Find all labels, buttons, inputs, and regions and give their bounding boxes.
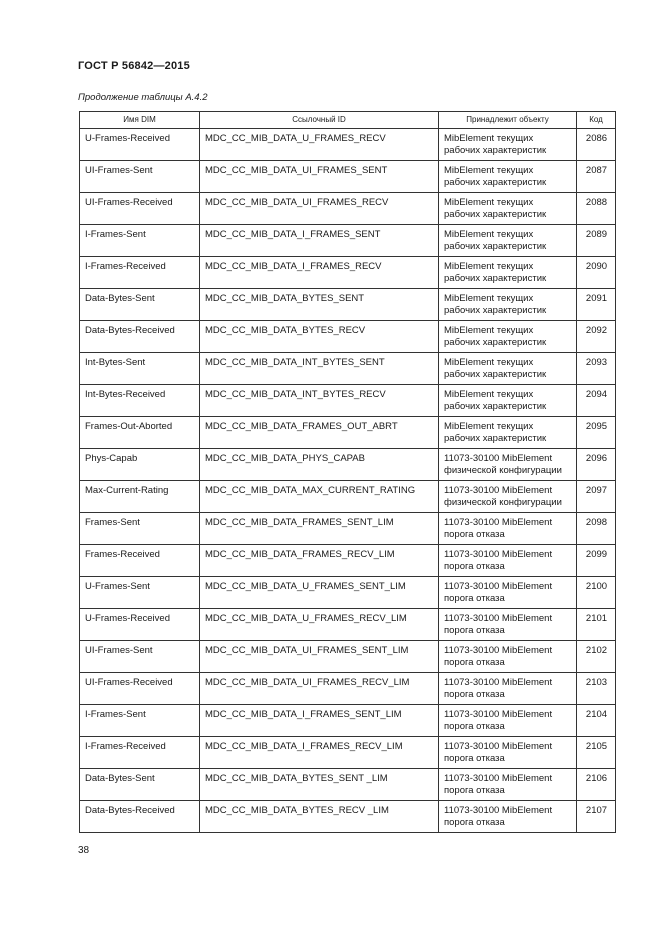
cell-ref-id <box>200 545 439 577</box>
cell-ref-id <box>200 737 439 769</box>
table-row <box>80 705 616 737</box>
cell-code-text: 2103 <box>585 677 608 688</box>
cell-owner-object <box>439 673 577 705</box>
cell-dim-name <box>80 577 200 609</box>
table-row <box>80 769 616 801</box>
table-row <box>80 321 616 353</box>
page-number: 38 <box>78 845 90 856</box>
cell-ref-id <box>200 481 439 513</box>
cell-code <box>577 321 616 353</box>
cell-owner-object <box>439 193 577 225</box>
cell-code <box>577 801 616 833</box>
cell-dim-name <box>80 737 200 769</box>
cell-owner-object <box>439 545 577 577</box>
dim-table <box>79 111 616 833</box>
cell-dim-name <box>80 481 200 513</box>
cell-owner-object <box>439 641 577 673</box>
table-row <box>80 577 616 609</box>
table-row <box>80 673 616 705</box>
cell-code <box>577 289 616 321</box>
cell-owner-object <box>439 449 577 481</box>
cell-ref-id <box>200 193 439 225</box>
cell-owner-object-text: 11073-30100 MibElement <box>444 645 553 656</box>
cell-dim-name <box>80 225 200 257</box>
cell-code <box>577 705 616 737</box>
cell-owner-object <box>439 801 577 833</box>
cell-owner-object-text: 11073-30100 MibElement <box>444 613 553 624</box>
cell-ref-id <box>200 609 439 641</box>
cell-dim-name <box>80 513 200 545</box>
cell-code-text: 2100 <box>585 581 608 592</box>
cell-owner-object-text: рабочих характеристик <box>444 176 547 188</box>
table-row <box>80 513 616 545</box>
cell-ref-id-text: MDC_CC_MIB_DATA_FRAMES_OUT_ABRT <box>205 421 398 432</box>
cell-code <box>577 161 616 193</box>
cell-owner-object-text: MibElement текущих <box>444 357 534 368</box>
cell-owner-object-text: MibElement текущих <box>444 293 534 304</box>
cell-owner-object-text: 11073-30100 MibElement <box>444 453 553 464</box>
table-row <box>80 641 616 673</box>
cell-ref-id-text: MDC_CC_MIB_DATA_UI_FRAMES_RECV <box>205 197 389 208</box>
table-header-row <box>80 112 616 129</box>
cell-dim-name <box>80 417 200 449</box>
cell-dim-name <box>80 385 200 417</box>
cell-ref-id <box>200 257 439 289</box>
table-caption: Продолжение таблицы А.4.2 <box>78 92 208 103</box>
table-row <box>80 801 616 833</box>
table-row <box>80 225 616 257</box>
cell-code-text: 2090 <box>585 261 608 272</box>
cell-ref-id <box>200 801 439 833</box>
cell-dim-name-text: UI-Frames-Sent <box>85 165 153 176</box>
cell-owner-object-text: рабочих характеристик <box>444 400 547 412</box>
cell-dim-name-text: Phys-Capab <box>85 453 138 464</box>
cell-ref-id-text: MDC_CC_MIB_DATA_I_FRAMES_SENT_LIM <box>205 709 402 720</box>
cell-owner-object-text: рабочих характеристик <box>444 272 547 284</box>
cell-code-text: 2104 <box>585 709 608 720</box>
cell-owner-object-text: рабочих характеристик <box>444 304 547 316</box>
cell-dim-name-text: Data-Bytes-Received <box>85 805 175 816</box>
cell-code-text: 2101 <box>585 613 608 624</box>
cell-code-text: 2102 <box>585 645 608 656</box>
document-title: ГОСТ Р 56842—2015 <box>78 60 190 72</box>
cell-code <box>577 129 616 161</box>
cell-owner-object-text: 11073-30100 MibElement <box>444 549 553 560</box>
cell-code-text: 2106 <box>585 773 608 784</box>
cell-owner-object <box>439 225 577 257</box>
cell-dim-name-text: I-Frames-Received <box>85 261 166 272</box>
cell-owner-object-text: 11073-30100 MibElement <box>444 741 553 752</box>
cell-code-text: 2095 <box>585 421 608 432</box>
cell-dim-name-text: Int-Bytes-Received <box>85 389 166 400</box>
cell-dim-name-text: Max-Current-Rating <box>85 485 169 496</box>
cell-dim-name-text: Int-Bytes-Sent <box>85 357 146 368</box>
cell-dim-name-text: Frames-Received <box>85 549 160 560</box>
column-header-code: Код <box>577 112 616 129</box>
cell-dim-name-text: UI-Frames-Received <box>85 197 173 208</box>
cell-code-text: 2092 <box>585 325 608 336</box>
cell-owner-object <box>439 353 577 385</box>
cell-ref-id-text: MDC_CC_MIB_DATA_U_FRAMES_RECV_LIM <box>205 613 407 624</box>
cell-code <box>577 641 616 673</box>
cell-dim-name-text: I-Frames-Sent <box>85 229 146 240</box>
cell-ref-id <box>200 673 439 705</box>
cell-dim-name <box>80 161 200 193</box>
cell-ref-id-text: MDC_CC_MIB_DATA_BYTES_RECV _LIM <box>205 805 389 816</box>
cell-code-text: 2098 <box>585 517 608 528</box>
cell-owner-object <box>439 321 577 353</box>
cell-dim-name-text: Data-Bytes-Received <box>85 325 175 336</box>
cell-code-text: 2088 <box>585 197 608 208</box>
cell-dim-name <box>80 705 200 737</box>
cell-owner-object-text: рабочих характеристик <box>444 208 547 220</box>
cell-owner-object-text: 11073-30100 MibElement <box>444 485 553 496</box>
cell-ref-id <box>200 353 439 385</box>
cell-owner-object-text: рабочих характеристик <box>444 368 547 380</box>
cell-owner-object-text: 11073-30100 MibElement <box>444 677 553 688</box>
cell-ref-id-text: MDC_CC_MIB_DATA_U_FRAMES_SENT_LIM <box>205 581 406 592</box>
cell-ref-id-text: MDC_CC_MIB_DATA_UI_FRAMES_SENT_LIM <box>205 645 409 656</box>
cell-code <box>577 609 616 641</box>
cell-owner-object <box>439 289 577 321</box>
cell-code <box>577 257 616 289</box>
cell-owner-object-text: 11073-30100 MibElement <box>444 773 553 784</box>
cell-ref-id-text: MDC_CC_MIB_DATA_I_FRAMES_SENT <box>205 229 381 240</box>
cell-code <box>577 545 616 577</box>
cell-dim-name-text: I-Frames-Received <box>85 741 166 752</box>
cell-code-text: 2093 <box>585 357 608 368</box>
table-row <box>80 385 616 417</box>
cell-code-text: 2097 <box>585 485 608 496</box>
cell-ref-id <box>200 129 439 161</box>
cell-ref-id <box>200 225 439 257</box>
cell-code <box>577 513 616 545</box>
cell-code <box>577 769 616 801</box>
cell-code-text: 2094 <box>585 389 608 400</box>
cell-owner-object-text: физической конфигурации <box>444 496 562 508</box>
cell-owner-object <box>439 705 577 737</box>
cell-dim-name-text: Data-Bytes-Sent <box>85 773 155 784</box>
cell-owner-object-text: MibElement текущих <box>444 197 534 208</box>
cell-ref-id <box>200 161 439 193</box>
cell-ref-id-text: MDC_CC_MIB_DATA_I_FRAMES_RECV <box>205 261 382 272</box>
cell-owner-object-text: порога отказа <box>444 624 505 636</box>
cell-ref-id <box>200 449 439 481</box>
cell-code <box>577 577 616 609</box>
cell-owner-object-text: 11073-30100 MibElement <box>444 709 553 720</box>
cell-owner-object-text: рабочих характеристик <box>444 144 547 156</box>
table-row <box>80 161 616 193</box>
cell-code <box>577 193 616 225</box>
cell-dim-name <box>80 641 200 673</box>
cell-owner-object-text: 11073-30100 MibElement <box>444 805 553 816</box>
cell-code-text: 2105 <box>585 741 608 752</box>
cell-code <box>577 481 616 513</box>
table-row <box>80 449 616 481</box>
table-row <box>80 289 616 321</box>
column-header-owner-object: Принадлежит объекту <box>439 112 577 129</box>
cell-owner-object <box>439 129 577 161</box>
table-body <box>80 129 616 833</box>
cell-owner-object-text: порога отказа <box>444 720 505 732</box>
cell-code <box>577 417 616 449</box>
cell-dim-name <box>80 193 200 225</box>
table-row <box>80 609 616 641</box>
cell-dim-name-text: U-Frames-Received <box>85 613 170 624</box>
cell-dim-name-text: UI-Frames-Received <box>85 677 173 688</box>
cell-ref-id-text: MDC_CC_MIB_DATA_INT_BYTES_SENT <box>205 357 385 368</box>
cell-ref-id-text: MDC_CC_MIB_DATA_PHYS_CAPAB <box>205 453 365 464</box>
cell-owner-object-text: 11073-30100 MibElement <box>444 517 553 528</box>
cell-dim-name-text: Frames-Sent <box>85 517 140 528</box>
cell-owner-object-text: MibElement текущих <box>444 133 534 144</box>
cell-dim-name-text: U-Frames-Received <box>85 133 170 144</box>
table-row <box>80 353 616 385</box>
cell-code <box>577 385 616 417</box>
column-header-ref-id: Ссылочный ID <box>200 112 439 129</box>
cell-ref-id <box>200 289 439 321</box>
cell-owner-object <box>439 417 577 449</box>
cell-dim-name <box>80 673 200 705</box>
cell-owner-object-text: порога отказа <box>444 528 505 540</box>
cell-dim-name <box>80 289 200 321</box>
table-row <box>80 417 616 449</box>
cell-owner-object-text: рабочих характеристик <box>444 336 547 348</box>
cell-owner-object <box>439 385 577 417</box>
cell-dim-name-text: I-Frames-Sent <box>85 709 146 720</box>
cell-dim-name <box>80 769 200 801</box>
cell-owner-object <box>439 769 577 801</box>
cell-owner-object <box>439 609 577 641</box>
cell-owner-object-text: рабочих характеристик <box>444 240 547 252</box>
cell-owner-object-text: физической конфигурации <box>444 464 562 476</box>
cell-owner-object-text: MibElement текущих <box>444 229 534 240</box>
cell-dim-name-text: Data-Bytes-Sent <box>85 293 155 304</box>
cell-ref-id-text: MDC_CC_MIB_DATA_INT_BYTES_RECV <box>205 389 386 400</box>
cell-code-text: 2099 <box>585 549 608 560</box>
cell-code <box>577 353 616 385</box>
cell-ref-id-text: MDC_CC_MIB_DATA_UI_FRAMES_RECV_LIM <box>205 677 410 688</box>
cell-owner-object-text: порога отказа <box>444 816 505 828</box>
cell-ref-id <box>200 769 439 801</box>
cell-owner-object-text: 11073-30100 MibElement <box>444 581 553 592</box>
cell-ref-id-text: MDC_CC_MIB_DATA_BYTES_SENT <box>205 293 365 304</box>
table-row <box>80 193 616 225</box>
cell-ref-id-text: MDC_CC_MIB_DATA_U_FRAMES_RECV <box>205 133 386 144</box>
cell-ref-id-text: MDC_CC_MIB_DATA_BYTES_SENT _LIM <box>205 773 388 784</box>
cell-ref-id-text: MDC_CC_MIB_DATA_FRAMES_SENT_LIM <box>205 517 394 528</box>
cell-dim-name <box>80 609 200 641</box>
cell-owner-object <box>439 513 577 545</box>
cell-dim-name <box>80 257 200 289</box>
cell-ref-id-text: MDC_CC_MIB_DATA_BYTES_RECV <box>205 325 366 336</box>
column-header-dim-name: Имя DIM <box>80 112 200 129</box>
cell-owner-object-text: рабочих характеристик <box>444 432 547 444</box>
table-row <box>80 545 616 577</box>
cell-code-text: 2089 <box>585 229 608 240</box>
cell-owner-object <box>439 257 577 289</box>
cell-code <box>577 737 616 769</box>
cell-ref-id-text: MDC_CC_MIB_DATA_FRAMES_RECV_LIM <box>205 549 395 560</box>
cell-owner-object-text: MibElement текущих <box>444 421 534 432</box>
cell-code-text: 2096 <box>585 453 608 464</box>
cell-ref-id <box>200 577 439 609</box>
cell-owner-object-text: MibElement текущих <box>444 389 534 400</box>
table-row <box>80 481 616 513</box>
cell-owner-object-text: порога отказа <box>444 688 505 700</box>
cell-ref-id <box>200 513 439 545</box>
cell-code-text: 2087 <box>585 165 608 176</box>
cell-owner-object <box>439 577 577 609</box>
cell-dim-name <box>80 129 200 161</box>
cell-dim-name-text: Frames-Out-Aborted <box>85 421 173 432</box>
cell-ref-id-text: MDC_CC_MIB_DATA_I_FRAMES_RECV_LIM <box>205 741 403 752</box>
cell-owner-object <box>439 481 577 513</box>
cell-owner-object <box>439 737 577 769</box>
cell-code <box>577 225 616 257</box>
table-row <box>80 257 616 289</box>
cell-code-text: 2086 <box>585 133 608 144</box>
cell-ref-id <box>200 641 439 673</box>
cell-owner-object-text: MibElement текущих <box>444 261 534 272</box>
cell-code-text: 2091 <box>585 293 608 304</box>
cell-owner-object-text: порога отказа <box>444 752 505 764</box>
cell-code-text: 2107 <box>585 805 608 816</box>
cell-dim-name-text: UI-Frames-Sent <box>85 645 153 656</box>
cell-ref-id-text: MDC_CC_MIB_DATA_MAX_CURRENT_RATING <box>205 485 416 496</box>
cell-owner-object-text: порога отказа <box>444 656 505 668</box>
cell-code <box>577 449 616 481</box>
cell-dim-name <box>80 801 200 833</box>
table-row <box>80 129 616 161</box>
cell-ref-id <box>200 705 439 737</box>
cell-owner-object-text: MibElement текущих <box>444 325 534 336</box>
cell-code <box>577 673 616 705</box>
table-row <box>80 737 616 769</box>
cell-dim-name-text: U-Frames-Sent <box>85 581 150 592</box>
cell-ref-id-text: MDC_CC_MIB_DATA_UI_FRAMES_SENT <box>205 165 388 176</box>
cell-owner-object-text: порога отказа <box>444 560 505 572</box>
cell-ref-id <box>200 385 439 417</box>
cell-owner-object-text: порога отказа <box>444 592 505 604</box>
cell-dim-name <box>80 545 200 577</box>
cell-dim-name <box>80 449 200 481</box>
cell-dim-name <box>80 353 200 385</box>
cell-dim-name <box>80 321 200 353</box>
cell-owner-object-text: порога отказа <box>444 784 505 796</box>
cell-ref-id <box>200 417 439 449</box>
cell-owner-object-text: MibElement текущих <box>444 165 534 176</box>
cell-ref-id <box>200 321 439 353</box>
cell-owner-object <box>439 161 577 193</box>
